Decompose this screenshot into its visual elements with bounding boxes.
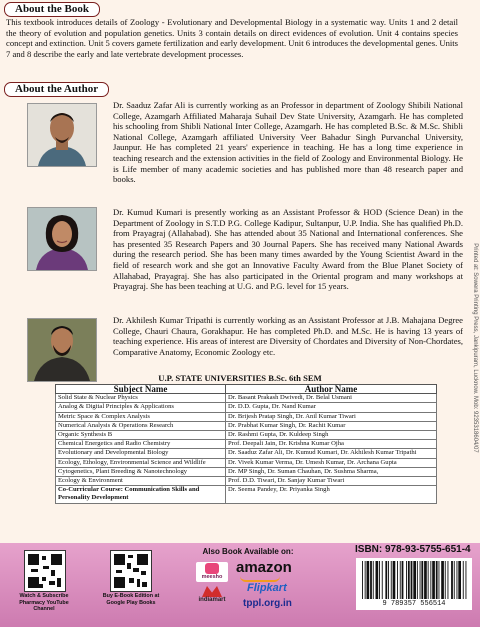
playbooks-qr-code[interactable] xyxy=(110,550,152,592)
subjects-table xyxy=(55,384,437,504)
subject-cell: Co-Curricular Course: Communication Skills and Personality Development xyxy=(56,486,226,503)
barcode-bar xyxy=(428,561,429,599)
barcode-bar xyxy=(457,561,458,599)
subject-cell: Cytogenetics, Plant Breeding & Nanotechnology xyxy=(56,467,226,476)
isbn-label: ISBN: 978-93-5755-651-4 xyxy=(355,544,471,555)
barcode-bar xyxy=(402,561,404,599)
subject-cell: Organic Synthesis B xyxy=(56,431,226,440)
author-photo-1 xyxy=(27,103,97,167)
barcode-bar xyxy=(421,561,423,599)
meesho-logo[interactable]: meesho xyxy=(196,562,228,582)
youtube-qr-code[interactable] xyxy=(24,550,66,592)
barcode-bar xyxy=(439,561,440,599)
barcode-bar xyxy=(432,561,435,599)
barcode-bar xyxy=(417,561,418,599)
barcode-bar xyxy=(448,561,449,599)
author-cell: Dr. Rashmi Gupta, Dr. Kuldeep Singh xyxy=(226,431,437,440)
author-bio-1: Dr. Saaduz Zafar Ali is currently working as an Professor in department of Zoology Shibili National College, Azamgarh Affiliated Maharaja Suhail Dev State University, Azamgarh. He has completed his schooling from Shibli National Inter College, Azamgarh. He has completed B.Sc. & M.Sc. Shibli National College, Azamgarh affiliated University Veer Bahadur Singh Purvanchal University, Jaunpur. He has completed 21 years' experience in teaching. He has a long time experience in teaching research and the extension activities in the field of Zoology and Environmental Biology. He is Life member of many academic societies and has published more than 48 research paper and books. xyxy=(113,100,463,185)
subject-cell: Evolutionary and Developmental Biology xyxy=(56,449,226,458)
barcode-bar xyxy=(441,561,444,599)
author-cell: Dr. Saaduz Zafar Ali, Dr. Kumud Kumari, Dr. Akhilesh Kumar Tripathi xyxy=(226,449,437,458)
about-book-text: This textbook introduces details of Zoology - Evolutionary and Developmental Biology in a systematic way. Units 1 and 2 detail the theory of evolution and population genetics. Units 3 contain details on direct evidences of evolution. Unit 4 contains species concept and extinction. Unit 5 covers gamete fertilization and early development. Unit 6 introduces the developmental genes. Units 7 and 8 describe the early and late vertebrate development processes. xyxy=(6,17,458,59)
subject-cell: Numerical Analysis & Operations Research xyxy=(56,421,226,430)
barcode-bar xyxy=(393,561,396,599)
barcode-bar xyxy=(413,561,416,599)
subject-cell: Ecology & Environment xyxy=(56,477,226,486)
amazon-logo[interactable]: amazon xyxy=(236,559,292,576)
author-cell: Dr. D.D. Gupta, Dr. Nand Kumar xyxy=(226,403,437,412)
author-photo-2 xyxy=(27,207,97,271)
table-row xyxy=(56,449,437,458)
table-row xyxy=(56,467,437,476)
table-row xyxy=(56,477,437,486)
author-cell: Dr. Basant Prakash Dwivedi, Dr. Belal Usmani xyxy=(226,394,437,403)
barcode-bar xyxy=(463,561,464,599)
table-row xyxy=(56,394,437,403)
table-row xyxy=(56,486,437,503)
author-cell: Prof. Deepali Jain, Dr. Krishna Kumar Ojha xyxy=(226,440,437,449)
subject-cell: Ecology, Ethology, Environmental Science and Wildlife xyxy=(56,458,226,467)
barcode-bar xyxy=(376,561,379,599)
subject-cell: Analog & Digital Principles & Applications xyxy=(56,403,226,412)
table-row xyxy=(56,412,437,421)
barcode-bar xyxy=(430,561,431,599)
author-cell: Dr. MP Singh, Dr. Suman Chauhan, Dr. Sushma Sharma, xyxy=(226,467,437,476)
barcode-number: 9 789357 556514 xyxy=(382,600,446,608)
barcode-bar xyxy=(367,561,370,599)
about-book-heading: About the Book xyxy=(4,2,100,17)
header-author-name: Author Name xyxy=(226,385,437,394)
header-subject-name: Subject Name xyxy=(56,385,226,394)
table-row xyxy=(56,440,437,449)
table-row xyxy=(56,431,437,440)
about-author-heading: About the Author xyxy=(4,82,109,97)
subject-cell: Metric Space & Complex Analysis xyxy=(56,412,226,421)
table-title: U.P. STATE UNIVERSITIES B.Sc. 6th SEM xyxy=(158,373,322,383)
barcode-bar xyxy=(362,561,363,599)
author-cell: Dr. Brijesh Pratap Singh, Dr. Anil Kumar Tiwari xyxy=(226,412,437,421)
barcode-bar xyxy=(365,561,366,599)
barcode-bar xyxy=(388,561,389,599)
barcode-bar xyxy=(445,561,446,599)
author-cell: Dr. Vivek Kumar Verma, Dr. Umesh Kumar, Dr. Archana Gupta xyxy=(226,458,437,467)
barcode-bar xyxy=(451,561,453,599)
barcode-bar xyxy=(370,561,372,599)
barcode-bar xyxy=(373,561,374,599)
author-bio-3: Dr. Akhilesh Kumar Tripathi is currently working as an Assistant Professor at J.B. Mahajana Degree College, Chauri Chaura, Gorakhapur. He has completed Ph.D. and M.Sc. He is having 13 years of teaching experience. His areas of interest are Diversity of Chordates and Diversity of Non-Chordates, Comparative Anatomy, Economic Zoology etc. xyxy=(113,315,463,357)
barcode-bar xyxy=(411,561,413,599)
printer-side-text: Printed at: Sowera Printing Press, Jankipuram, Lucknow. Mob: 9235318604/07 xyxy=(472,243,478,453)
table-row xyxy=(56,421,437,430)
youtube-qr-caption: Watch & Subscribe Pharmacy YouTube Channel xyxy=(19,593,69,613)
barcode-bar xyxy=(466,561,467,599)
barcode-bar xyxy=(397,561,398,599)
table-row xyxy=(56,403,437,412)
barcode-bar xyxy=(400,561,401,599)
author-bio-2: Dr. Kumud Kumari is presently working as an Assistant Professor & HOD (Science Dean) in the Department of Zoology in S.T.D P.G. College Kadipur, Sultanpur, U.P. India. She has qualified Ph.D. from Prayagraj (Allahabad). She has attended about 35 National and International conferences. She has presented 35 Research Papers and 30 Journal Papers. She has received many National Awards during the research period. She has been many times awarded by the Young Scientist Award in the field of research work and she got an Innovative Faculty Award from the Blue Planet Society of Allahabad, Prayagraj. She has also participated in the Oriental program and many workshops at Prayagraj. She has been teaching at U.G. and P.G. level for 15 years. xyxy=(113,207,463,292)
subject-cell: Chemical Energetics and Radio Chemistry xyxy=(56,440,226,449)
subject-cell: Solid State & Nuclear Physics xyxy=(56,394,226,403)
tppl-website[interactable]: tppl.org.in xyxy=(243,598,292,609)
flipkart-logo[interactable]: Flipkart xyxy=(247,582,287,594)
isbn-barcode xyxy=(356,558,472,610)
author-cell: Prof. D.D. Tiwari, Dr. Sanjay Kumar Tiwari xyxy=(226,477,437,486)
barcode-bar xyxy=(458,561,461,599)
barcode-bar xyxy=(406,561,407,599)
author-cell: Dr. Prabhat Kumar Singh, Dr. Rachit Kumar xyxy=(226,421,437,430)
also-available-label: Also Book Available on: xyxy=(202,547,294,556)
barcode-bar xyxy=(420,561,421,599)
barcode-bar xyxy=(454,561,455,599)
barcode-bar xyxy=(424,561,427,599)
barcode-bar xyxy=(379,561,380,599)
barcode-bar xyxy=(385,561,387,599)
playbooks-qr-caption: Buy E-Book Edition at Google Play Books xyxy=(102,593,160,606)
barcode-bar xyxy=(408,561,410,599)
author-cell: Dr. Seema Pandey, Dr. Priyanka Singh xyxy=(226,486,437,503)
barcode-bar xyxy=(436,561,438,599)
barcode-bar xyxy=(382,561,383,599)
table-header-row xyxy=(56,385,437,394)
barcode-bar xyxy=(391,561,392,599)
table-row xyxy=(56,458,437,467)
indiamart-logo[interactable]: indiamart xyxy=(196,586,228,606)
